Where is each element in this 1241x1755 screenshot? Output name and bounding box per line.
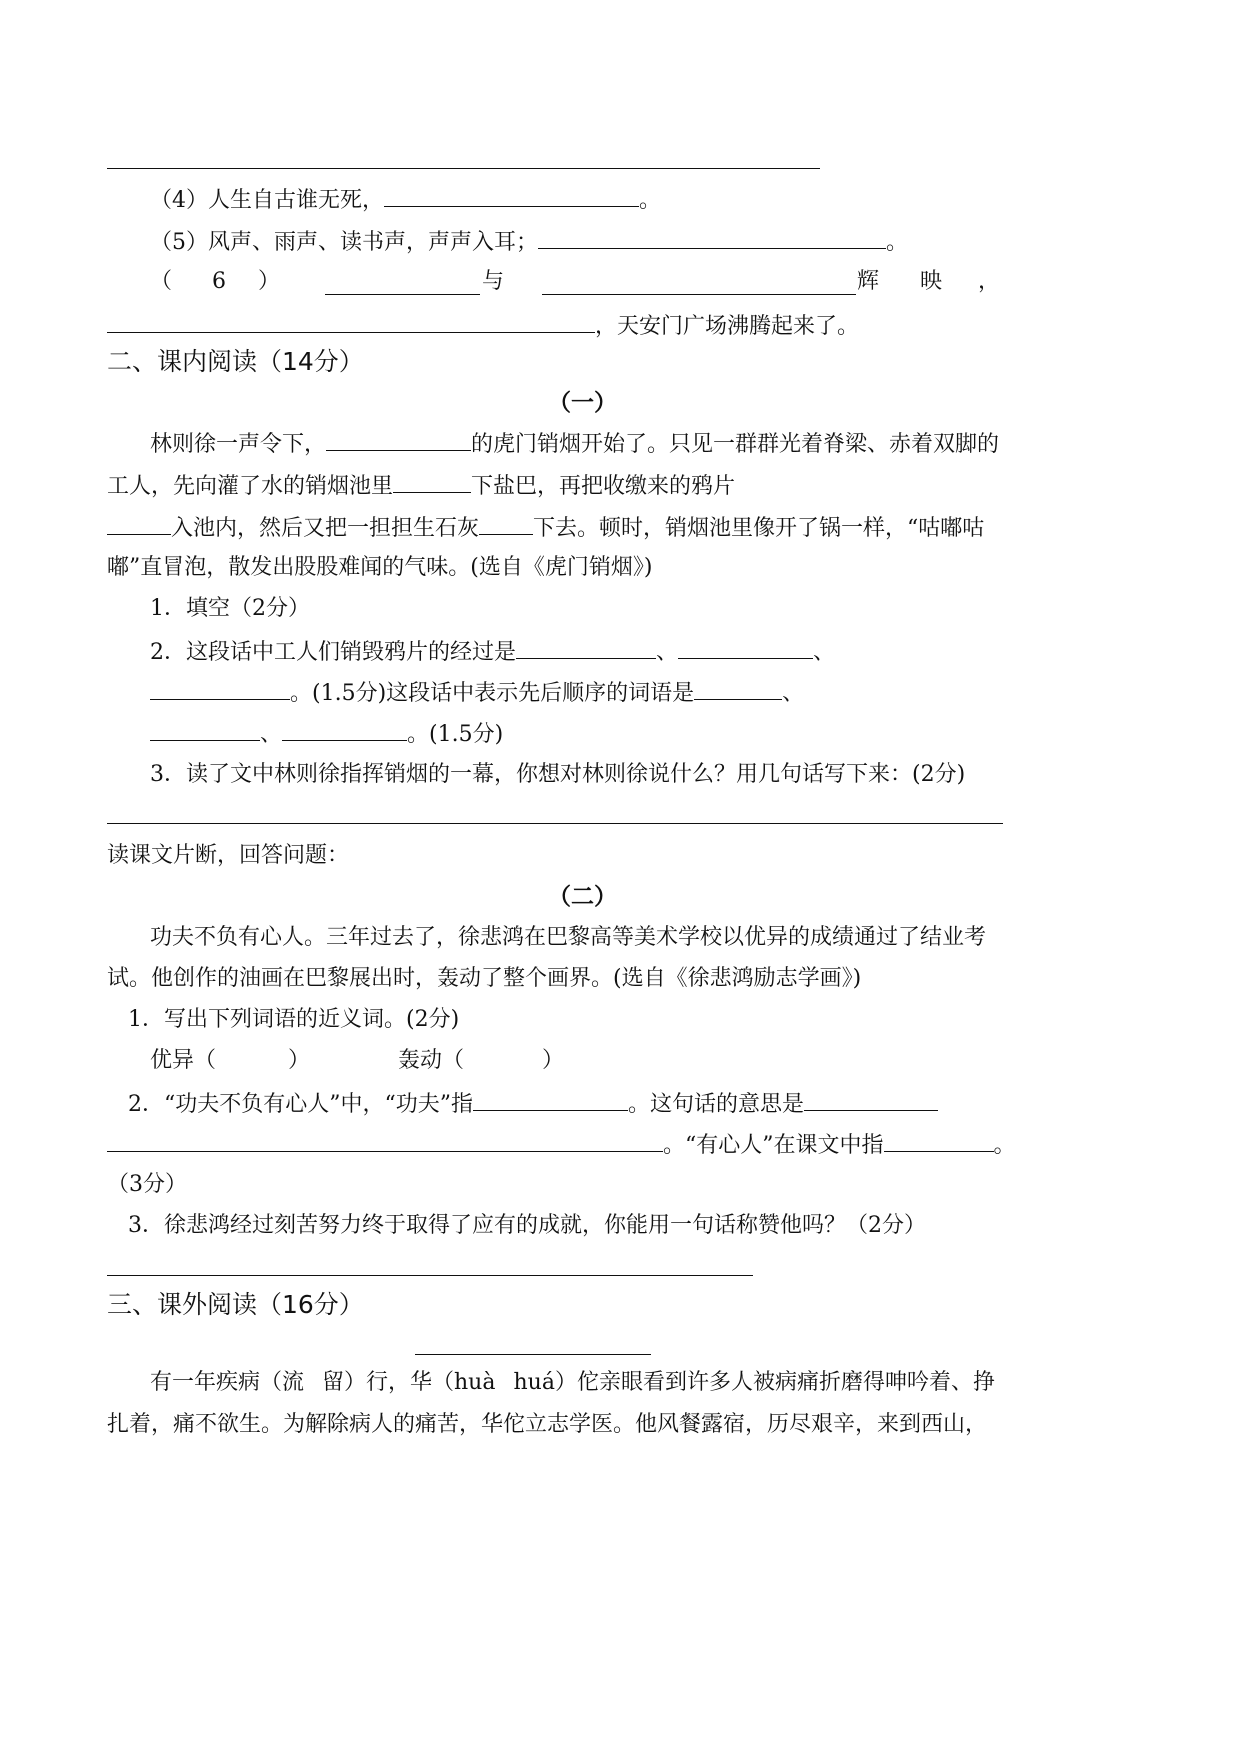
fill-blank[interactable] [393, 470, 471, 493]
question-6-number: 6 [212, 269, 226, 294]
fill-blank[interactable] [150, 718, 260, 741]
fill-blank[interactable] [542, 272, 856, 295]
instruction: 读课文片断，回答问题： [107, 843, 350, 868]
question-6-open: （ [150, 269, 173, 294]
passage-line: 试。他创作的油画在巴黎展出时，轰动了整个画界。(选自《徐悲鸿励志学画》) [107, 966, 862, 991]
question-6-comma: ， [978, 269, 1001, 294]
synonym-2: 轰动（ ） [398, 1048, 565, 1073]
passage-line: 嘟”直冒泡，散发出股股难闻的气味。(选自《虎门销烟》) [107, 555, 653, 580]
question-6-close: ） [258, 269, 281, 294]
fill-blank[interactable] [694, 677, 782, 700]
question-1: 1．填空（2分） [150, 596, 310, 621]
question-6-hui: 辉 [857, 269, 880, 294]
question-4: （4）人生自古谁无死， 。 [150, 184, 661, 216]
answer-line[interactable] [107, 823, 1003, 824]
question-6-line2: ，天安门广场沸腾起来了。 [107, 310, 859, 342]
question-6-ying: 映 [920, 269, 943, 294]
section-title: 二、课内阅读（14分） [107, 347, 364, 376]
question-2: 2．“功夫不负有心人”中，“功夫”指 。这句话的意思是 [128, 1088, 938, 1120]
fill-blank[interactable] [326, 428, 471, 451]
fill-blank[interactable] [678, 636, 813, 659]
fill-blank[interactable] [804, 1088, 938, 1111]
fill-blank[interactable] [516, 636, 656, 659]
passage-line: 入池内，然后又把一担担生石灰 下去。顿时，销烟池里像开了锅一样，“咕嘟咕 [107, 512, 984, 544]
passage-title: （二） [548, 884, 617, 910]
synonym-1: 优异（ ） [150, 1048, 311, 1073]
question-2-line3: 、 。(1.5分) [150, 718, 503, 750]
fill-blank[interactable] [107, 1129, 663, 1152]
score: （3分） [107, 1172, 187, 1197]
fill-blank[interactable] [282, 718, 407, 741]
fill-blank[interactable] [479, 512, 533, 535]
question-1: 1．写出下列词语的近义词。(2分) [128, 1007, 460, 1032]
section-title: 三、课外阅读（16分） [107, 1290, 364, 1319]
question-3: 3．徐悲鸿经过刻苦努力终于取得了应有的成就，你能用一句话称赞他吗？（2分） [128, 1213, 926, 1238]
fill-blank[interactable] [325, 272, 480, 295]
title-blank[interactable] [415, 1354, 651, 1355]
answer-line[interactable] [107, 1275, 753, 1276]
question-2-line2: 。(1.5分)这段话中表示先后顺序的词语是 、 [150, 677, 804, 709]
fill-blank[interactable] [107, 310, 595, 333]
fill-blank[interactable] [473, 1088, 628, 1111]
question-5: （5）风声、雨声、读书声，声声入耳； 。 [150, 226, 908, 258]
question-2-line2: 。“有心人”在课文中指 。 [107, 1129, 1016, 1161]
fill-blank[interactable] [384, 184, 639, 207]
fill-blank[interactable] [107, 512, 171, 535]
passage-line: 扎着，痛不欲生。为解除病人的痛苦，华佗立志学医。他风餐露宿，历尽艰辛，来到西山， [107, 1412, 988, 1437]
passage-line: 功夫不负有心人。三年过去了，徐悲鸿在巴黎高等美术学校以优异的成绩通过了结业考 [150, 925, 987, 950]
question-3: 3．读了文中林则徐指挥销烟的一幕，你想对林则徐说什么？用几句话写下来：(2分) [150, 762, 966, 787]
question-2: 2．这段话中工人们销毁鸦片的经过是 、 、 [150, 636, 835, 668]
passage-title: （一） [548, 390, 617, 416]
answer-line [107, 168, 820, 169]
fill-blank[interactable] [150, 677, 290, 700]
passage-line: 工人，先向灌了水的销烟池里 下盐巴，再把收缴来的鸦片 [107, 470, 735, 502]
question-6-mid: 与 [482, 269, 505, 294]
passage-line: 有一年疾病（流 留）行，华（huà huá）佗亲眼看到许多人被病痛折磨得呻吟着、挣 [150, 1370, 995, 1395]
fill-blank[interactable] [538, 226, 886, 249]
passage-line: 林则徐一声令下， 的虎门销烟开始了。只见一群群光着脊梁、赤着双脚的 [150, 428, 999, 460]
fill-blank[interactable] [884, 1129, 994, 1152]
